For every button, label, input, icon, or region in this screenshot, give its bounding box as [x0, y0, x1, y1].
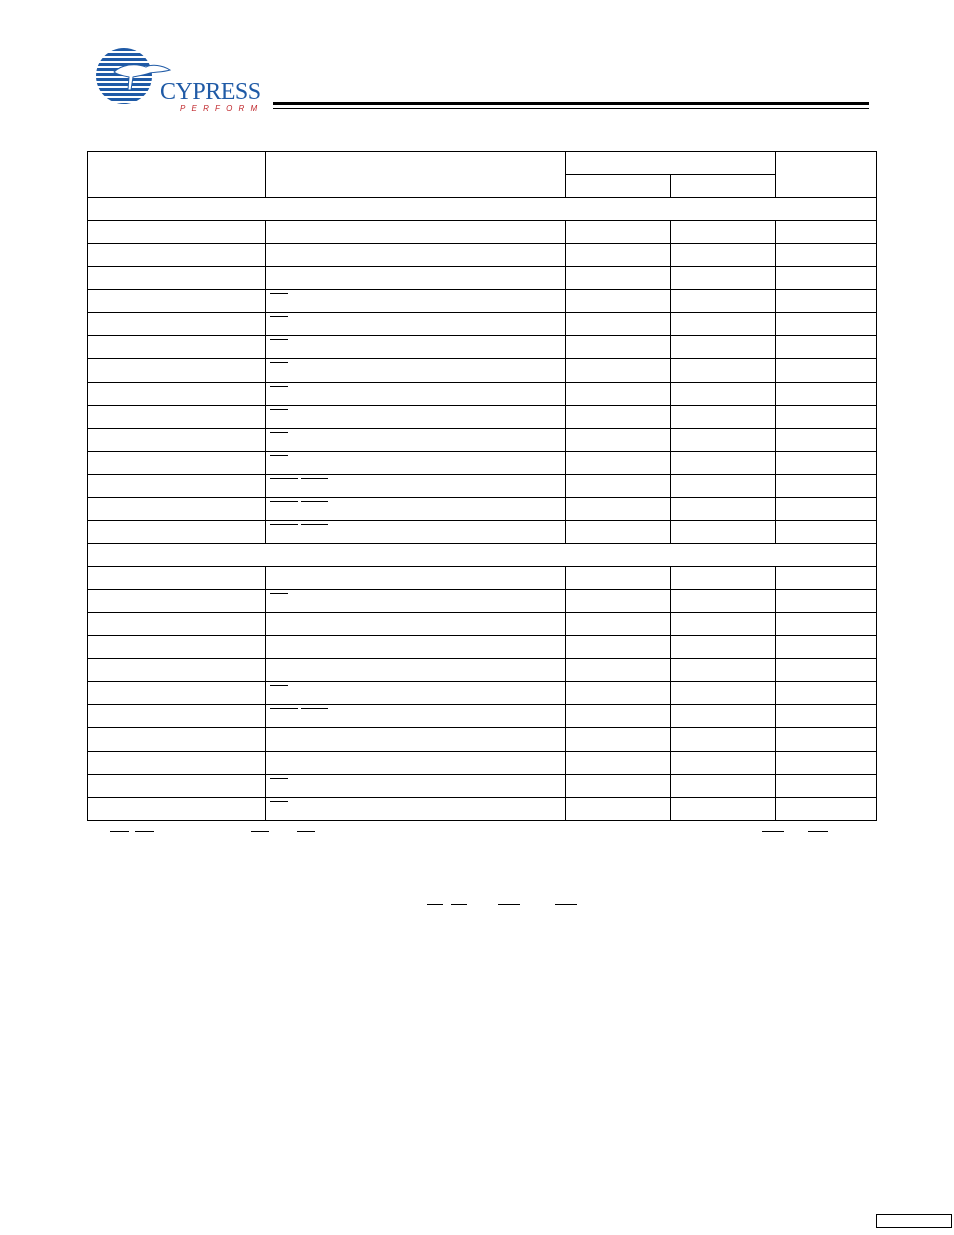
overline-mark	[301, 708, 328, 709]
table-cell	[266, 520, 566, 543]
table-cell	[266, 290, 566, 313]
table-cell	[266, 474, 566, 497]
table-cell	[566, 520, 671, 543]
table-cell	[776, 659, 877, 682]
table-cell	[88, 590, 266, 613]
table-cell	[88, 428, 266, 451]
table-cell	[566, 567, 671, 590]
table-cell	[88, 774, 266, 797]
overline-mark	[270, 316, 288, 317]
table-cell	[671, 567, 776, 590]
notes-overline	[251, 831, 269, 832]
table-cell	[266, 567, 566, 590]
table-cell	[776, 313, 877, 336]
table-cell	[671, 336, 776, 359]
table-cell	[266, 705, 566, 728]
table-row	[88, 359, 877, 382]
table-cell	[776, 221, 877, 244]
table-cell	[566, 290, 671, 313]
page-number-box	[876, 1214, 952, 1228]
overline-mark	[270, 293, 288, 294]
table-row	[88, 451, 877, 474]
table-cell	[566, 244, 671, 267]
overline-mark	[270, 386, 288, 387]
section-cell	[88, 543, 877, 566]
notes-overline	[297, 831, 315, 832]
table-cell	[566, 774, 671, 797]
overline-mark	[270, 501, 298, 502]
table-cell	[671, 428, 776, 451]
table-cell	[88, 497, 266, 520]
overline-mark	[270, 593, 288, 594]
header-group-cell	[566, 152, 776, 175]
overline-mark	[270, 778, 288, 779]
table-row	[88, 474, 877, 497]
table-cell	[88, 751, 266, 774]
table-row	[88, 797, 877, 820]
table-cell	[776, 359, 877, 382]
table-cell	[671, 267, 776, 290]
notes-overline	[808, 831, 828, 832]
table-cell	[566, 451, 671, 474]
overline-mark	[301, 478, 328, 479]
table-cell	[776, 290, 877, 313]
table-cell	[266, 590, 566, 613]
table-cell	[266, 359, 566, 382]
overline-mark	[270, 524, 298, 525]
section-row	[88, 543, 877, 566]
table-row	[88, 244, 877, 267]
table-cell	[566, 728, 671, 751]
table-cell	[566, 221, 671, 244]
table-cell	[88, 682, 266, 705]
table-cell	[776, 474, 877, 497]
table-cell	[88, 659, 266, 682]
table-cell	[671, 221, 776, 244]
table-cell	[776, 405, 877, 428]
table-cell	[776, 336, 877, 359]
table-row	[88, 290, 877, 313]
table-cell	[671, 451, 776, 474]
table-row	[88, 221, 877, 244]
globe-stripes	[84, 48, 164, 106]
table-cell	[88, 451, 266, 474]
table-cell	[566, 359, 671, 382]
table-cell	[671, 636, 776, 659]
table-row	[88, 613, 877, 636]
header-cell	[88, 152, 266, 198]
table-cell	[88, 244, 266, 267]
header-rule-thick	[273, 102, 869, 105]
table-cell	[566, 267, 671, 290]
table-row	[88, 567, 877, 590]
table-row	[88, 497, 877, 520]
table-row	[88, 313, 877, 336]
table-cell	[266, 267, 566, 290]
notes-overline	[451, 904, 467, 905]
overline-mark	[270, 339, 288, 340]
table-row	[88, 520, 877, 543]
notes-overline	[762, 831, 784, 832]
table-cell	[566, 797, 671, 820]
notes-overline	[555, 904, 577, 905]
table-cell	[776, 497, 877, 520]
brand-tagline: PERFORM	[180, 104, 264, 113]
section-cell	[88, 198, 877, 221]
overline-mark	[270, 801, 288, 802]
table-cell	[88, 705, 266, 728]
table-cell	[266, 682, 566, 705]
table-cell	[266, 659, 566, 682]
table-cell	[776, 705, 877, 728]
overline-mark	[270, 455, 288, 456]
table-cell	[776, 267, 877, 290]
header-row	[88, 152, 877, 175]
table-cell	[671, 520, 776, 543]
table-cell	[266, 382, 566, 405]
table-cell	[88, 405, 266, 428]
table-row	[88, 382, 877, 405]
table-cell	[266, 497, 566, 520]
table-cell	[88, 797, 266, 820]
table-cell	[671, 613, 776, 636]
table-cell	[671, 797, 776, 820]
table-row	[88, 705, 877, 728]
table-cell	[776, 613, 877, 636]
table-cell	[88, 336, 266, 359]
table-cell	[566, 382, 671, 405]
table-cell	[671, 590, 776, 613]
table-cell	[671, 659, 776, 682]
table-cell	[88, 267, 266, 290]
table-cell	[266, 221, 566, 244]
header-cell	[776, 152, 877, 198]
overline-mark	[270, 409, 288, 410]
header-cell	[266, 152, 566, 198]
notes-overline	[135, 831, 154, 832]
table-row	[88, 751, 877, 774]
table-row	[88, 636, 877, 659]
spec-table	[87, 151, 877, 821]
table-row	[88, 682, 877, 705]
table-row	[88, 590, 877, 613]
table-cell	[671, 382, 776, 405]
table-cell	[266, 774, 566, 797]
table-cell	[266, 636, 566, 659]
table-cell	[266, 428, 566, 451]
table-cell	[566, 428, 671, 451]
table-cell	[88, 359, 266, 382]
table-cell	[88, 221, 266, 244]
table-cell	[266, 797, 566, 820]
table-cell	[566, 497, 671, 520]
table-cell	[671, 705, 776, 728]
table-cell	[566, 705, 671, 728]
overline-mark	[270, 708, 298, 709]
table-row	[88, 405, 877, 428]
table-cell	[266, 751, 566, 774]
section-row	[88, 198, 877, 221]
table-cell	[566, 336, 671, 359]
overline-mark	[301, 524, 328, 525]
table-cell	[566, 613, 671, 636]
table-cell	[566, 590, 671, 613]
table-cell	[776, 244, 877, 267]
header-subcell	[671, 175, 776, 198]
table-cell	[671, 313, 776, 336]
table-cell	[266, 336, 566, 359]
table-cell	[566, 682, 671, 705]
table-cell	[671, 290, 776, 313]
table-body	[88, 198, 877, 821]
table-cell	[671, 751, 776, 774]
notes-overline	[498, 904, 520, 905]
table-cell	[88, 474, 266, 497]
table-cell	[776, 428, 877, 451]
table-cell	[88, 382, 266, 405]
notes-overline	[110, 831, 129, 832]
header-subcell	[566, 175, 671, 198]
table-cell	[266, 451, 566, 474]
table-row	[88, 267, 877, 290]
table-cell	[566, 636, 671, 659]
table-cell	[88, 728, 266, 751]
table-cell	[266, 405, 566, 428]
overline-mark	[270, 432, 288, 433]
table-cell	[88, 636, 266, 659]
table-cell	[88, 567, 266, 590]
table-cell	[566, 313, 671, 336]
overline-mark	[301, 501, 328, 502]
table-cell	[671, 474, 776, 497]
table-cell	[671, 774, 776, 797]
table-cell	[671, 244, 776, 267]
table-cell	[566, 659, 671, 682]
table-row	[88, 336, 877, 359]
notes-overline	[427, 904, 443, 905]
table-cell	[776, 728, 877, 751]
table-cell	[88, 520, 266, 543]
header-rule-thin	[273, 108, 869, 109]
table-cell	[776, 636, 877, 659]
table-cell	[776, 590, 877, 613]
table-row	[88, 728, 877, 751]
table-cell	[566, 405, 671, 428]
table-cell	[566, 751, 671, 774]
brand-name: CYPRESS	[160, 79, 261, 105]
overline-mark	[270, 362, 288, 363]
table-cell	[776, 567, 877, 590]
table-cell	[266, 613, 566, 636]
table-cell	[671, 728, 776, 751]
overline-mark	[270, 685, 288, 686]
overline-mark	[270, 478, 298, 479]
table-cell	[566, 474, 671, 497]
table-cell	[671, 682, 776, 705]
table-cell	[776, 774, 877, 797]
table-cell	[88, 613, 266, 636]
table-cell	[776, 451, 877, 474]
table-cell	[776, 520, 877, 543]
table-cell	[88, 313, 266, 336]
table-row	[88, 428, 877, 451]
table-cell	[266, 313, 566, 336]
table-cell	[266, 244, 566, 267]
table-cell	[671, 497, 776, 520]
table-row	[88, 659, 877, 682]
table-cell	[776, 382, 877, 405]
table-cell	[671, 405, 776, 428]
table-cell	[266, 728, 566, 751]
table-cell	[88, 290, 266, 313]
table-cell	[776, 682, 877, 705]
table-cell	[671, 359, 776, 382]
table-row	[88, 774, 877, 797]
table-cell	[776, 751, 877, 774]
table-cell	[776, 797, 877, 820]
